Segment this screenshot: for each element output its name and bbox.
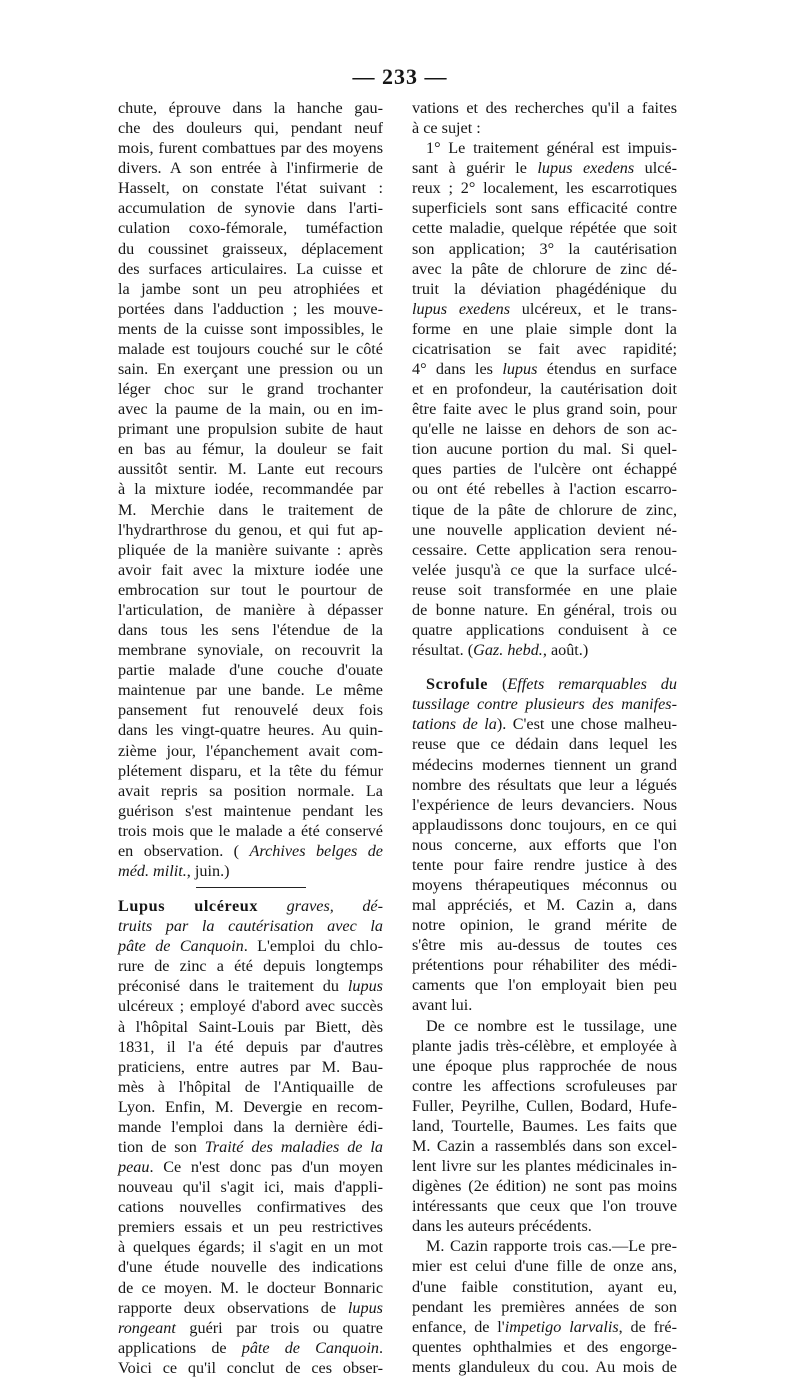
text-line: lent livre sur les plantes médicinales in- xyxy=(412,1157,677,1176)
text-line: applications de pâte de Canquoin. xyxy=(118,1338,383,1357)
text-line: truits par la cautérisation avec la xyxy=(118,917,383,936)
text-line: accumulation de synovie dans l'arti- xyxy=(118,199,383,218)
text-line: intéressants que ceux que l'on trouve xyxy=(412,1197,677,1216)
text-line: M. Cazin rapporte trois cas.—Le pre- xyxy=(426,1237,677,1256)
text-line: d'une faible constitution, ayant eu, xyxy=(412,1277,677,1296)
text-line: 4° dans les lupus étendus en surface xyxy=(412,360,677,379)
section-rule xyxy=(196,887,306,888)
text-line: reuse soit transformée en une plaie xyxy=(412,580,677,599)
text-line: pliquée de la manière suivante : après xyxy=(118,540,383,559)
text-line: avec la pâte de chlorure de zinc dé- xyxy=(412,259,677,278)
text-line: velée jusqu'à ce que la surface ulcé- xyxy=(412,560,677,579)
text-line: tion de son Traité des maladies de la xyxy=(118,1137,383,1156)
text-line: peau. Ce n'est donc pas d'un moyen xyxy=(118,1158,383,1177)
text-line: rure de zinc a été depuis longtemps xyxy=(118,957,383,976)
text-line: mès à l'hôpital de l'Antiquaille de xyxy=(118,1077,383,1096)
text-line: s'être mis au-dessus de toutes ces xyxy=(412,936,677,955)
text-line: reux ; 2° localement, les escarrotiques xyxy=(412,179,677,198)
text-line: mois, furent combattues par des moyens xyxy=(118,139,383,158)
text-line: avant lui. xyxy=(412,996,473,1015)
text-line: pansement fut renouvelé deux fois xyxy=(118,701,383,720)
text-line: nous concerne, aux efforts que l'on xyxy=(412,835,677,854)
text-line: ulcéreux ; employé d'abord avec succès xyxy=(118,997,383,1016)
text-line: être faite avec le plus grand soin, pour xyxy=(412,400,677,419)
text-line: sain. En exerçant une pression ou un xyxy=(118,360,383,379)
text-line: zième jour, l'épanchement avait com- xyxy=(118,741,383,760)
text-line: praticiens, entre autres par M. Bau- xyxy=(118,1057,383,1076)
right-column xyxy=(412,98,677,1377)
text-line: culation coxo-fémorale, tuméfaction xyxy=(118,219,383,238)
text-line: qu'elle ne laisse en dehors de son ac- xyxy=(412,420,677,439)
text-line: de bonne nature. En général, trois ou xyxy=(412,600,677,619)
text-line: plante jadis très-célèbre, et employée à xyxy=(412,1036,677,1055)
text-line: d'une étude nouvelle des indications xyxy=(118,1258,383,1277)
text-line: l'expérience de leurs devanciers. Nous xyxy=(412,795,677,814)
text-line: aussitôt sentir. M. Lante eut recours xyxy=(118,460,383,479)
text-line: notre opinion, le grand mérite de xyxy=(412,916,677,935)
section-heading-line: Lupus ulcéreux graves, dé- xyxy=(118,897,384,916)
text-line: pendant les premières années de son xyxy=(412,1297,677,1316)
text-line: l'hydrarthrose du genou, et qui fut ap- xyxy=(118,520,383,539)
text-line: applaudissons donc toujours, en ce qui xyxy=(412,815,677,834)
text-line: avait repris sa position normale. La xyxy=(118,781,383,800)
text-line: des surfaces articulaires. La cuisse et xyxy=(118,259,383,278)
text-line: 1° Le traitement général est impuis- xyxy=(426,139,677,158)
text-line: tations de la). C'est une chose malheu- xyxy=(412,715,677,734)
text-line: dans les vingt-quatre heures. Au quin- xyxy=(118,721,383,740)
text-line: Fuller, Peyrilhe, Cullen, Bodard, Hufe- xyxy=(412,1096,677,1115)
text-line: résultat. (Gaz. hebd., août.) xyxy=(412,641,589,660)
text-line: la jambe sont un peu atrophiées et xyxy=(118,279,383,298)
text-line: Hasselt, on constate l'état suivant : xyxy=(118,179,383,198)
text-line: médecins modernes tiennent un grand xyxy=(412,755,677,774)
text-line: caments que l'on employait bien peu xyxy=(412,976,677,995)
text-line: cicatrisation se fait avec rapidité; xyxy=(412,339,677,358)
text-line: préconisé dans le traitement du lupus xyxy=(118,977,383,996)
text-line: forme en une plaie simple dont la xyxy=(412,319,677,338)
text-line: 1831, il l'a été depuis par d'autres xyxy=(118,1037,383,1056)
text-line: tion aucune portion du mal. Si quel- xyxy=(412,440,677,459)
text-line: en bas au fémur, la douleur se fait xyxy=(118,440,383,459)
text-line: avec la paume de la main, ou en im- xyxy=(118,400,383,419)
text-line: cette maladie, quelque répétée que soit xyxy=(412,219,677,238)
text-line: M. Merchie dans le traitement de xyxy=(118,500,383,519)
text-line: ques parties de l'ulcère ont échappé xyxy=(412,460,677,479)
paragraph-gap xyxy=(412,660,677,674)
text-line: nombre des résultats que leur a légués xyxy=(412,775,677,794)
left-column xyxy=(118,98,383,1378)
text-line: chute, éprouve dans la hanche gau- xyxy=(118,99,383,117)
text-line: cations nouvelles confirmatives des xyxy=(118,1198,383,1217)
text-line: quatre applications conduisent à ce xyxy=(412,621,677,640)
text-line: vations et des recherches qu'il a faites xyxy=(412,99,677,117)
text-line: son application; 3° la cautérisation xyxy=(412,239,677,258)
text-line: membrane synoviale, on recouvrit la xyxy=(118,641,383,660)
text-line: tique de la pâte de chlorure de zinc, xyxy=(412,500,677,519)
text-line: prétentions pour réhabiliter des médi- xyxy=(412,956,677,975)
text-line: sant à guérir le lupus exedens ulcé- xyxy=(412,159,677,178)
text-line: ments glanduleux du cou. Au mois de xyxy=(412,1357,677,1376)
text-line: rongeant guéri par trois ou quatre xyxy=(118,1318,383,1337)
text-line: reuse que ce dédain dans lequel les xyxy=(412,735,677,754)
text-line: land, Tourtelle, Baumes. Les faits que xyxy=(412,1116,677,1135)
text-line: nouveau qu'il s'agit ici, mais d'appli- xyxy=(118,1178,383,1197)
text-line: et en profondeur, la cautérisation doit xyxy=(412,380,677,399)
text-line: malade est toujours couché sur le côté xyxy=(118,339,383,358)
text-line: De ce nombre est le tussilage, une xyxy=(426,1016,677,1035)
text-line: M. Cazin a rassemblés dans son excel- xyxy=(412,1136,677,1155)
text-line: dans les auteurs précédents. xyxy=(412,1217,592,1236)
text-line: ou ont été rebelles à l'action escarro- xyxy=(412,480,677,499)
text-line: contre les affections scrofuleuses par xyxy=(412,1076,677,1095)
text-line: l'articulation, de manière à dépasser xyxy=(118,600,383,619)
text-line: à la mixture iodée, recommandée par xyxy=(118,480,383,499)
text-line: digènes (2e édition) ne sont pas moins xyxy=(412,1177,677,1196)
text-line: quentes ophthalmies et des engorge- xyxy=(412,1337,677,1356)
text-line: mal appréciés, et M. Cazin a, dans xyxy=(412,896,677,915)
text-line: moyens thérapeutiques méconnus ou xyxy=(412,875,677,894)
page-number: — 233 — xyxy=(352,64,448,89)
text-line: méd. milit., juin.) xyxy=(118,861,230,880)
text-line: che des douleurs qui, pendant neuf xyxy=(118,119,383,138)
text-line: lupus exedens ulcéreux, et le trans- xyxy=(412,299,677,318)
text-line: premiers essais et un peu restrictives xyxy=(118,1218,383,1237)
text-line: mande l'emploi dans la dernière édi- xyxy=(118,1117,383,1136)
text-line: une époque plus rapprochée de nous xyxy=(412,1056,677,1075)
text-line: tussilage contre plusieurs des manifes- xyxy=(412,695,677,714)
text-line: à ce sujet : xyxy=(412,119,481,138)
text-line: ments de la cuisse sont impossibles, le xyxy=(118,319,383,338)
text-line: Lyon. Enfin, M. Devergie en recom- xyxy=(118,1097,383,1116)
text-line: guérison s'est maintenue pendant les xyxy=(118,801,383,820)
text-line: Voici ce qu'il conclut de ces obser- xyxy=(118,1358,383,1377)
text-line: trois mois que le malade a été conservé xyxy=(118,821,383,840)
text-line: du coussinet graisseux, déplacement xyxy=(118,239,383,258)
text-line: superficiels sont sans efficacité contre xyxy=(412,199,677,218)
text-line: tente pour faire rendre justice à des xyxy=(412,855,677,874)
text-line: à l'hôpital Saint-Louis par Biett, dès xyxy=(118,1017,383,1036)
text-line: dans tous les sens l'étendue de la xyxy=(118,621,383,640)
text-line: portées dans l'adduction ; les mouve- xyxy=(118,299,383,318)
text-line: truit la déviation phagédénique du xyxy=(412,279,677,298)
text-line: cessaire. Cette application sera renou- xyxy=(412,540,677,559)
text-line: maintenue par une bande. Le même xyxy=(118,681,383,700)
text-line: mier est celui d'une fille de onze ans, xyxy=(412,1257,677,1276)
text-line: partie malade d'une couche d'ouate xyxy=(118,661,383,680)
text-line: embrocation sur tout le pourtour de xyxy=(118,580,383,599)
text-line: pâte de Canquoin. L'emploi du chlo- xyxy=(118,937,383,956)
text-line: une nouvelle application devient né- xyxy=(412,520,677,539)
text-line: plétement disparu, et la tête du fémur xyxy=(118,761,383,780)
section-heading-line: Scrofule (Effets remarquables du xyxy=(426,675,677,694)
text-line: à quelques égards; il s'agit en un mot xyxy=(118,1238,383,1257)
text-line: avoir fait avec la mixture iodée une xyxy=(118,560,383,579)
text-line: rapporte deux observations de lupus xyxy=(118,1298,383,1317)
text-line: de ce moyen. M. le docteur Bonnaric xyxy=(118,1278,383,1297)
text-line: enfance, de l'impetigo larvalis, de fré- xyxy=(412,1317,677,1336)
text-line: primant une propulsion subite de haut xyxy=(118,420,383,439)
text-line: en observation. ( Archives belges de xyxy=(118,841,383,860)
text-line: divers. A son entrée à l'infirmerie de xyxy=(118,159,383,178)
text-line: léger choc sur le grand trochanter xyxy=(118,380,383,399)
